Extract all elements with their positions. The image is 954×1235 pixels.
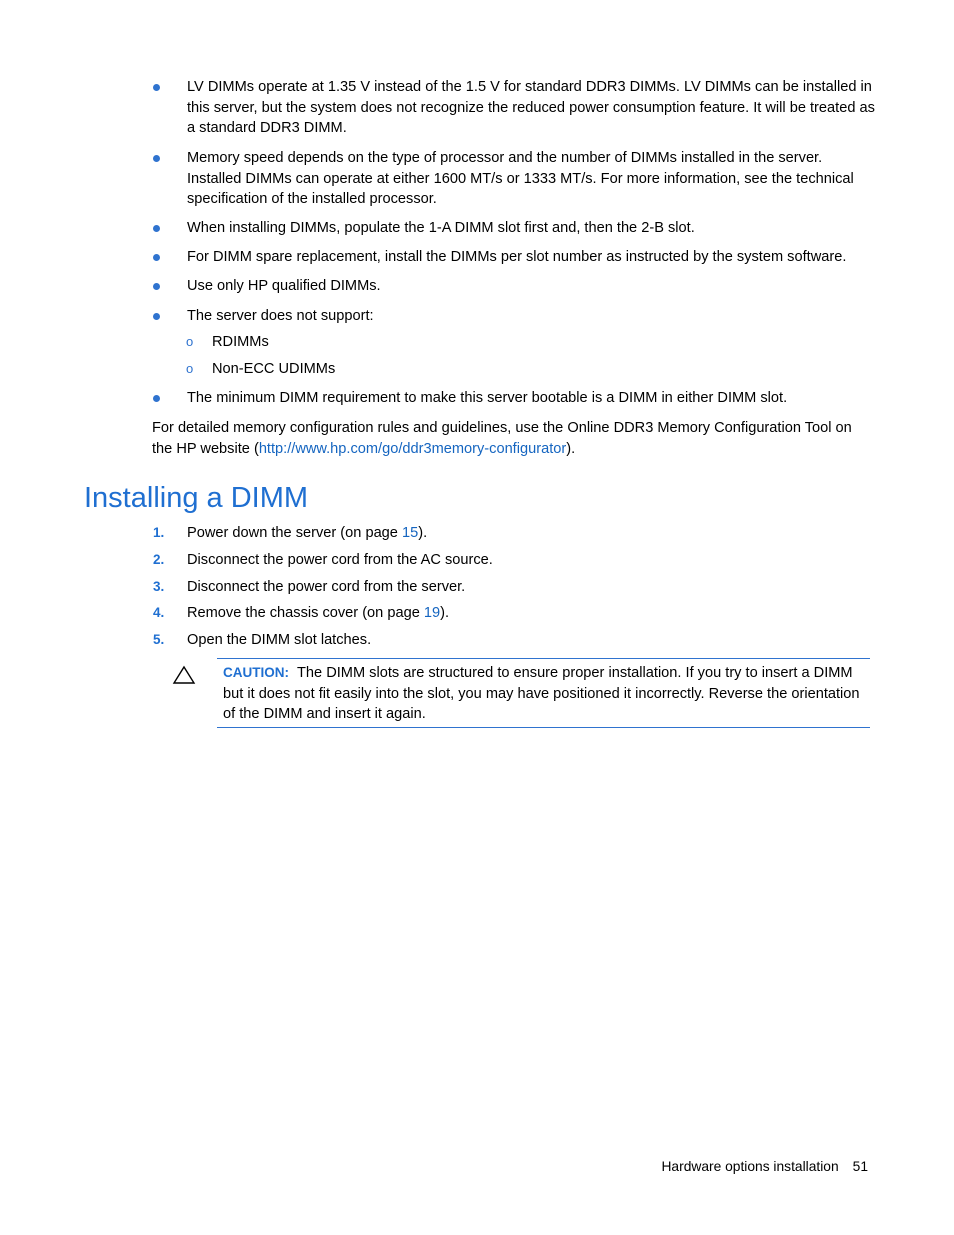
body-paragraph: [152, 418, 872, 459]
step-text: [187, 603, 449, 624]
page-footer: [661, 1157, 868, 1178]
configurator-link[interactable]: http://www.hp.com/go/ddr3memory-configurator: [258, 440, 567, 457]
caution-label: CAUTION:: [223, 665, 289, 680]
step-text: Disconnect the power cord from the server.: [187, 579, 466, 595]
list-item-text: Use only HP qualified DIMMs.: [187, 278, 381, 294]
sub-list-item-text: RDIMMs: [212, 334, 269, 350]
list-item-text: The server does not support:: [187, 308, 374, 324]
bullet-icon: [153, 395, 160, 402]
sub-list-item-text: Non-ECC UDIMMs: [212, 361, 336, 377]
list-item-text: For DIMM spare replacement, install the DIMMs per slot number as instructed by the system software.: [187, 249, 847, 265]
step-text: Open the DIMM slot latches.: [187, 632, 372, 648]
step-text-end: ).: [418, 525, 428, 541]
bullet-icon: [153, 155, 160, 162]
step-number: 4.: [153, 605, 165, 620]
bullet-icon: [153, 254, 160, 261]
sub-bullet-marker: o: [186, 361, 194, 376]
step-text: Disconnect the power cord from the AC source.: [187, 552, 493, 568]
paragraph-text: For detailed memory configuration rules and guidelines, use the Online DDR3 Memory Configuration Tool on the HP website (: [152, 420, 852, 457]
page-number: 51: [852, 1159, 868, 1174]
page-link[interactable]: 19: [423, 605, 441, 621]
step-text-end: ).: [440, 605, 450, 621]
bullet-icon: [153, 84, 160, 91]
caution-text-block: [223, 663, 869, 725]
footer-section: Hardware options installation: [661, 1159, 839, 1174]
step-number: 1.: [153, 525, 165, 540]
step-text-main: Power down the server (on page: [187, 525, 402, 541]
paragraph-text-end: ).: [566, 440, 576, 457]
section-heading: Installing a DIMM: [84, 482, 309, 514]
bullet-icon: [153, 283, 160, 290]
list-item-text: When installing DIMMs, populate the 1-A DIMM slot first and, then the 2-B slot.: [187, 220, 695, 236]
list-item-text: LV DIMMs operate at 1.35 V instead of the 1.5 V for standard DDR3 DIMMs. LV DIMMs can be installed in this server, but the system does not recognize the reduced power consumption feature. It will be treated as a standard DDR3 DIMM.: [187, 79, 875, 137]
step-number: 2.: [153, 552, 165, 567]
bullet-icon: [153, 313, 160, 320]
step-number: 5.: [153, 632, 165, 647]
list-item-text: Memory speed depends on the type of processor and the number of DIMMs installed in the server. Installed DIMMs can operate at either 1600 MT/s or 1333 MT/s. For more information, see the technical specification of the installed processor.: [187, 150, 854, 208]
list-item-text: The minimum DIMM requirement to make this server bootable is a DIMM in either DIMM slot.: [187, 390, 788, 406]
step-text: [187, 523, 427, 544]
step-number: 3.: [153, 579, 165, 594]
caution-box: [217, 658, 870, 728]
warning-triangle-icon: [172, 665, 196, 685]
page-link[interactable]: 15: [401, 525, 419, 541]
caution-text: The DIMM slots are structured to ensure proper installation. If you try to insert a DIMM but it does not fit easily into the slot, you may have positioned it incorrectly. Reverse the orientation of the DIMM and insert it again.: [223, 665, 860, 723]
bullet-icon: [153, 225, 160, 232]
step-text-main: Remove the chassis cover (on page: [187, 605, 424, 621]
sub-bullet-marker: o: [186, 334, 194, 349]
